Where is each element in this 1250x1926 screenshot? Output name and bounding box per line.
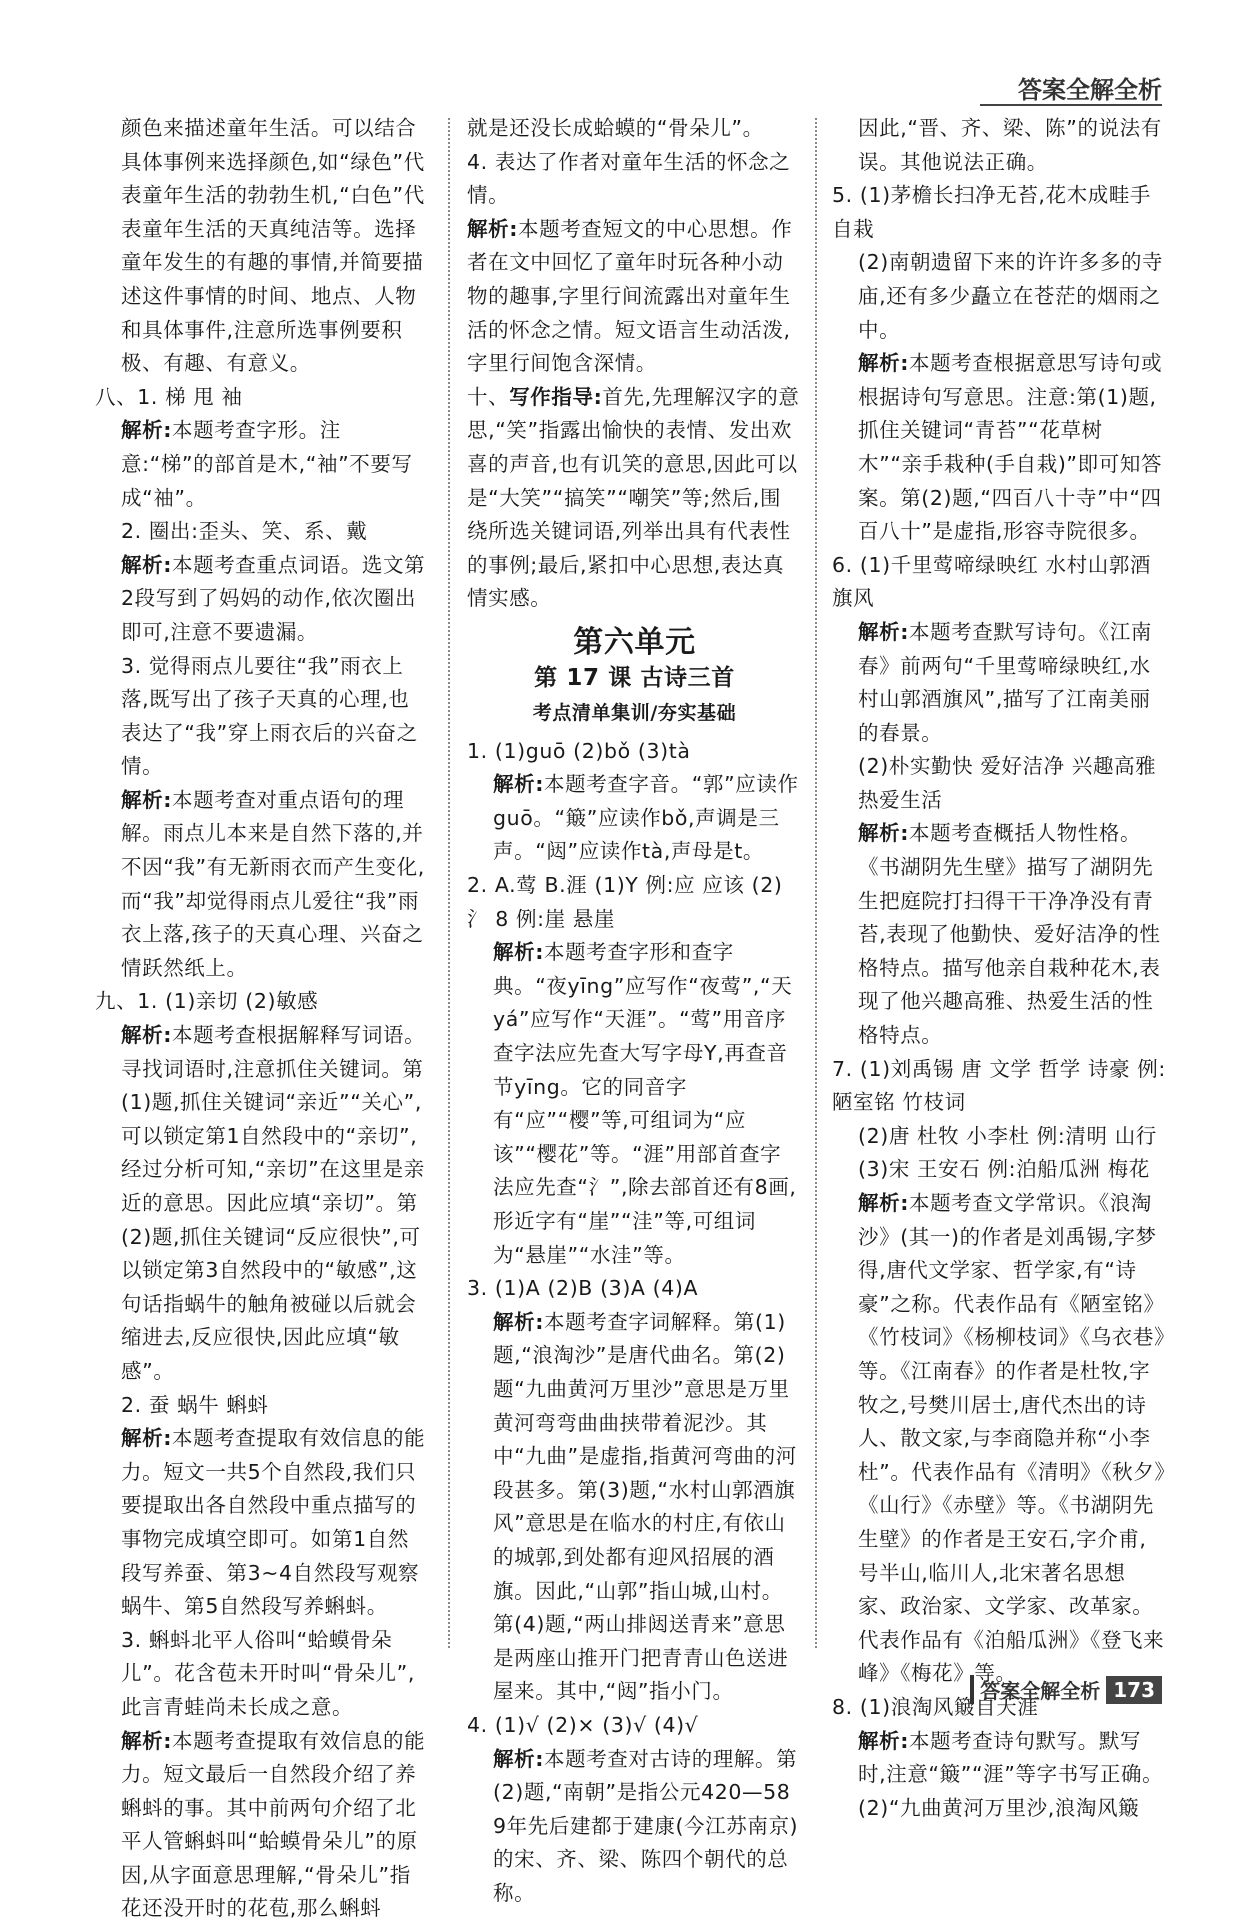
section-label: 十、 [467,385,509,409]
page-number: 173 [1106,1676,1162,1704]
analysis [95,549,430,650]
answer-item: 2. A.莺 B.涯 (1)Y 例:应 应该 (2)氵 8 例:崖 悬崖 [467,869,802,936]
analysis-text: 本题考查概括人物性格。《书湖阴先生壁》描写了湖阴先生把庭院打扫得干干净净没有青苔,表现了他勤快、爱好洁净的性格特点。描写他亲自栽种花木,表现了他兴趣高雅、热爱生活的性格特点。 [858,821,1161,1047]
answer-item: (3)宋 王安石 例:泊船瓜洲 梅花 [832,1153,1167,1187]
unit-title: 第六单元 [467,626,802,660]
analysis-label: 解析: [493,940,544,964]
answer-item: 3. (1)A (2)B (3)A (4)A [467,1272,802,1306]
answer-item: 3. 觉得雨点儿要往“我”雨衣上落,既写出了孩子天真的心理,也表达了“我”穿上雨衣后的兴奋之情。 [95,650,430,784]
answer-text: 1. 梯 甩 袖 [137,385,242,409]
analysis [832,1725,1167,1792]
analysis [832,347,1167,549]
analysis-text: 本题考查诗句默写。默写时,注意“簸”“涯”等字书写正确。 [858,1729,1163,1787]
answer-item: 1. (1)guō (2)bǒ (3)tà [467,735,802,769]
answer-item: 6. (1)千里莺啼绿映红 水村山郭酒旗风 [832,549,1167,616]
column-right [832,112,1167,1825]
analysis-label: 解析: [493,772,544,796]
analysis [832,616,1167,750]
answer-item: 2. 圈出:歪头、笑、系、戴 [95,515,430,549]
section-label: 九、 [95,989,137,1013]
analysis-text: 本题考查提取有效信息的能力。短文最后一自然段介绍了养蝌蚪的事。其中前两句介绍了北平人管蝌蚪叫“蛤蟆骨朵儿”的原因,从字面意思理解,“骨朵儿”指花还没开时的花苞,那么蝌蚪 [121,1729,425,1921]
analysis [467,936,802,1272]
analysis-text: 本题考查根据意思写诗句或根据诗句写意思。注意:第(1)题,抓住关键词“青苔”“花草树木”“亲手栽种(手自栽)”即可知答案。第(2)题,“四百八十寺”中“四百八十”是虚指,形容寺院很多。 [858,351,1162,543]
answer-item: 5. (1)茅檐长扫净无苔,花木成畦手自栽 [832,179,1167,246]
analysis-text: 本题考查字音。“郭”应读作guō。“簸”应读作bǒ,声调是三声。“闼”应读作tà,声母是t。 [493,772,799,863]
paragraph: 颜色来描述童年生活。可以结合具体事例来选择颜色,如“绿色”代表童年生活的勃勃生机,“白色”代表童年生活的天真纯洁等。选择童年发生的有趣的事情,并简要描述这件事情的时间、地点、人物和具体事件,注意所选事例要积极、有趣、有意义。 [95,112,430,381]
analysis-label: 解析: [467,217,518,241]
analysis-label: 解析: [858,620,909,644]
analysis-label: 解析: [858,351,909,375]
analysis-label: 解析: [121,1023,172,1047]
analysis [95,1725,430,1926]
answer-item: 4. 表达了作者对童年生活的怀念之情。 [467,146,802,213]
column-left [95,112,430,1926]
analysis [95,784,430,986]
answer-item: (2)朴实勤快 爱好洁净 兴趣高雅 热爱生活 [832,750,1167,817]
analysis-label: 解析: [858,1191,909,1215]
header-rule [980,104,1162,106]
analysis-label: 解析: [493,1747,544,1771]
answer-item: 十、写作指导:首先,先理解汉字的意思,“笑”指露出愉快的表情、发出欢喜的声音,也有讥笑的意思,因此可以是“大笑”“搞笑”“嘲笑”等;然后,围绕所选关键词语,列举出具有代表性的事例;最后,紧扣中心思想,表达真情实感。 [467,381,802,616]
writing-guide-text: 首先,先理解汉字的意思,“笑”指露出愉快的表情、发出欢喜的声音,也有讥笑的意思,因此可以是“大笑”“搞笑”“嘲笑”等;然后,围绕所选关键词语,列举出具有代表性的事例;最后,紧扣中心思想,表达真情实感。 [467,385,799,611]
column-middle [467,112,802,1910]
footer-label: 答案全解全析 [970,1675,1100,1704]
analysis [95,1019,430,1389]
writing-guide-label: 写作指导 [509,385,593,409]
answer-item: 3. 蝌蚪北平人俗叫“蛤蟆骨朵儿”。花含苞未开时叫“骨朵儿”,此言青蛙尚未长成之意。 [95,1624,430,1725]
analysis-text: 本题考查字形。注意:“梯”的部首是木,“袖”不要写成“䄂”。 [121,418,413,509]
answer-item: 4. (1)√ (2)× (3)√ (4)√ [467,1709,802,1743]
analysis [832,817,1167,1052]
analysis [832,1187,1167,1691]
analysis-text: 本题考查字词解释。第(1)题,“浪淘沙”是唐代曲名。第(2)题“九曲黄河万里沙”意思是万里黄河弯弯曲曲挟带着泥沙。其中“九曲”是虚指,指黄河弯曲的河段甚多。第(3)题,“水村山郭酒旗风”意思是在临水的村庄,有依山的城郭,到处都有迎风招展的酒旗。因此,“山郭”指山城,山村。第(4)题,“两山排闼送青来”意思是两座山推开门把青青山色送进屋来。其中,“闼”指小门。 [493,1310,797,1704]
analysis-label: 解析: [493,1310,544,1334]
answer-item: (2)唐 杜牧 小李杜 例:清明 山行 [832,1120,1167,1154]
analysis [467,1306,802,1709]
analysis-text: 本题考查重点词语。选文第2段写到了妈妈的动作,依次圈出即可,注意不要遗漏。 [121,553,425,644]
analysis [467,1743,802,1911]
analysis-label: 解析: [121,1729,172,1753]
answer-item: 7. (1)刘禹锡 唐 文学 哲学 诗豪 例:陋室铭 竹枝词 [832,1053,1167,1120]
footer [970,1675,1162,1704]
analysis-label: 解析: [858,1729,909,1753]
answer-item [95,985,430,1019]
analysis [467,768,802,869]
section-label: 八、 [95,385,137,409]
analysis-label: 解析: [121,553,172,577]
answer-item: 2. 蚕 蜗牛 蝌蚪 [95,1389,430,1423]
column-divider [815,118,817,1648]
column-divider [448,118,450,1648]
analysis-label: 解析: [121,418,172,442]
answer-text: 1. (1)亲切 (2)敏感 [137,989,318,1013]
analysis [95,414,430,515]
analysis-text: 本题考查对重点语句的理解。雨点儿本来是自然下落的,并不因“我”有无新雨衣而产生变化,而“我”却觉得雨点儿爱往“我”雨衣上落,孩子的天真心理、兴奋之情跃然纸上。 [121,788,425,980]
answer-item: (2)南朝遗留下来的许许多多的寺庙,还有多少矗立在苍茫的烟雨之中。 [832,246,1167,347]
analysis-text: 本题考查短文的中心思想。作者在文中回忆了童年时玩各种小动物的趣事,字里行间流露出对童年生活的怀念之情。短文语言生动活泼,字里行间饱含深情。 [467,217,792,375]
section-subtitle: 考点清单集训/夯实基础 [467,697,802,731]
analysis-text: 本题考查对古诗的理解。第(2)题,“南朝”是指公元420—589年先后建都于建康(今江苏南京)的宋、齐、梁、陈四个朝代的总称。 [493,1747,798,1905]
analysis-text: 本题考查文学常识。《浪淘沙》(其一)的作者是刘禹锡,字梦得,唐代文学家、哲学家,有“诗豪”之称。代表作品有《陋室铭》《竹枝词》《杨柳枝词》《乌衣巷》等。《江南春》的作者是杜牧,字牧之,号樊川居士,唐代杰出的诗人、散文家,与李商隐并称“小李杜”。代表作品有《清明》《秋夕》《山行》《赤壁》等。《书湖阴先生壁》的作者是王安石,字介甫,号半山,临川人,北宋著名思想家、政治家、文学家、改革家。代表作品有《泊船瓜洲》《登飞来峰》《梅花》等。 [858,1191,1165,1685]
answer-item: (2)“九曲黄河万里沙,浪淘风簸 [832,1792,1167,1826]
header-title: 答案全解全析 [1018,70,1162,105]
analysis [467,213,802,381]
answer-item [95,381,430,415]
paragraph: 因此,“晋、齐、梁、陈”的说法有误。其他说法正确。 [832,112,1167,179]
analysis-label: 解析: [121,788,172,812]
analysis [95,1422,430,1624]
analysis-text: 本题考查字形和查字典。“夜yīng”应写作“夜莺”,“天yá”应写作“天涯”。“莺”用音序查字法应先查大写字母Y,再查音节yīng。它的同音字有“应”“樱”等,可组词为“应该”“樱花”等。“涯”用部首查字法应先查“氵”,除去部首还有8画,形近字有“崖”“洼”等,可组词为“悬崖”“水洼”等。 [493,940,797,1266]
analysis-text: 本题考查提取有效信息的能力。短文一共5个自然段,我们只要提取出各自然段中重点描写的事物完成填空即可。如第1自然段写养蚕、第3~4自然段写观察蜗牛、第5自然段写养蝌蚪。 [121,1426,425,1618]
paragraph: 就是还没长成蛤蟆的“骨朵儿”。 [467,112,802,146]
lesson-title: 第 17 课 古诗三首 [467,662,802,696]
analysis-label: 解析: [121,1426,172,1450]
answer-item: 8. (1)浪淘风簸自天涯 [832,1691,1167,1725]
analysis-label: 解析: [858,821,909,845]
analysis-text: 本题考查根据解释写词语。寻找词语时,注意抓住关键词。第(1)题,抓住关键词“亲近”“关心”,可以锁定第1自然段中的“亲切”,经过分析可知,“亲切”在这里是亲近的意思。因此应填“亲切”。第(2)题,抓住关键词“反应很快”,可以锁定第3自然段中的“敏感”,这句话指蜗牛的触角被碰以后就会缩进去,反应很快,因此应填“敏感”。 [121,1023,425,1383]
analysis-text: 本题考查默写诗句。《江南春》前两句“千里莺啼绿映红,水村山郭酒旗风”,描写了江南美丽的春景。 [858,620,1152,745]
